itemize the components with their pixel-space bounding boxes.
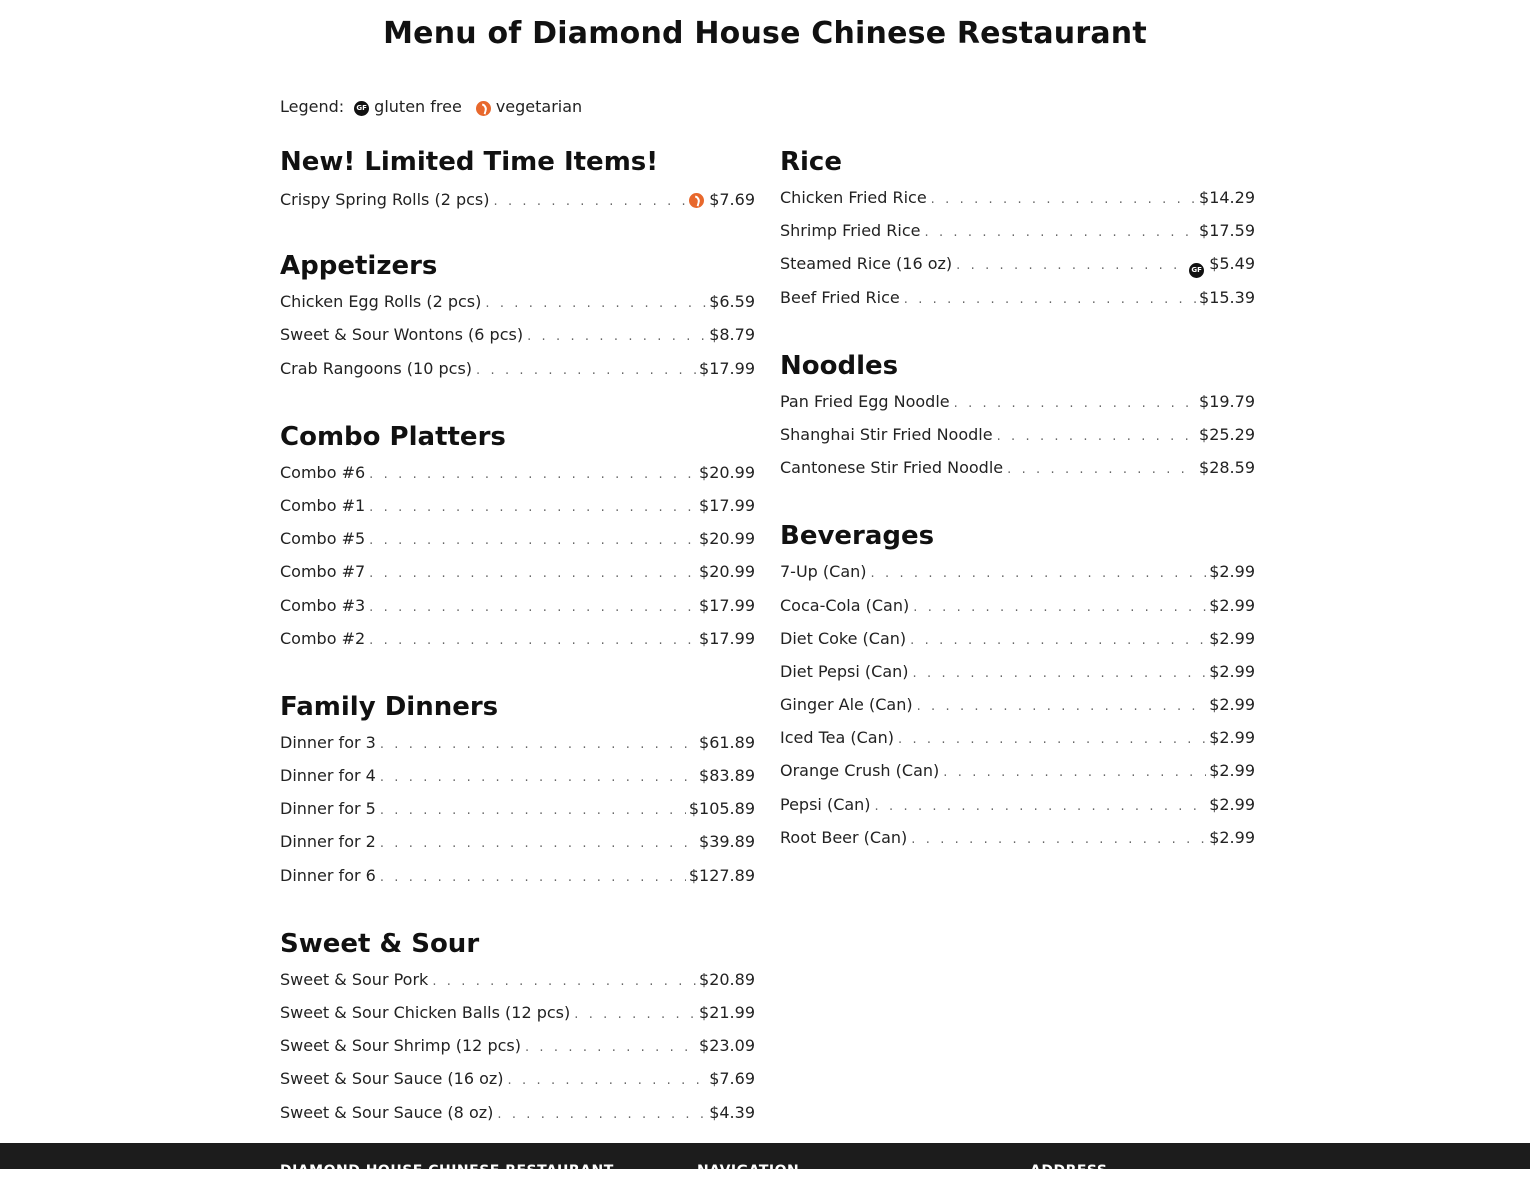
menu-item-name: Crispy Spring Rolls (2 pcs) <box>280 190 490 209</box>
menu-item-name: Shrimp Fried Rice <box>780 221 921 241</box>
dot-leader <box>898 732 1206 748</box>
dot-leader <box>432 974 696 990</box>
dot-leader <box>525 1040 696 1056</box>
menu-item[interactable] <box>280 1038 755 1071</box>
menu-item[interactable] <box>780 794 1255 830</box>
dot-leader <box>369 566 696 582</box>
menu-item-price: $2.99 <box>1209 661 1255 681</box>
dot-leader <box>871 566 1207 582</box>
menu-item[interactable] <box>780 287 1255 323</box>
menu-item-name: Sweet & Sour Shrimp (12 pcs) <box>280 1036 521 1056</box>
menu-item-name: Diet Coke (Can) <box>780 628 907 648</box>
menu-section-appetizers <box>280 247 755 394</box>
section-heading: Family Dinners <box>280 691 499 722</box>
legend-text-vegetarian: vegetarian <box>495 96 583 116</box>
menu-item-name: Steamed Rice (16 oz) <box>780 254 953 274</box>
menu-item-name: Combo #7 <box>280 562 366 582</box>
dot-leader <box>904 292 1196 308</box>
menu-item[interactable] <box>780 697 1255 730</box>
section-heading: Appetizers <box>280 251 438 282</box>
menu-section-family-dinners <box>280 688 755 901</box>
menu-item-price: $25.29 <box>1199 424 1255 444</box>
footer-heading-address: ADDRESS <box>1030 1163 1108 1179</box>
dot-leader <box>917 699 1207 715</box>
dot-leader <box>574 1007 696 1023</box>
dot-leader <box>1007 462 1196 478</box>
menu-item-name: Pepsi (Can) <box>780 794 871 814</box>
footer-heading-restaurant: DIAMOND HOUSE CHINESE RESTAURANT <box>280 1163 614 1179</box>
legend-label: Legend: <box>280 96 345 116</box>
dot-leader <box>380 836 696 852</box>
menu-item[interactable] <box>280 595 755 631</box>
dot-leader <box>369 500 696 516</box>
section-heading: Beverages <box>780 521 935 552</box>
menu-section-beverages <box>780 517 1255 863</box>
menu-item[interactable] <box>280 768 755 801</box>
menu-item-price: $61.89 <box>699 732 755 752</box>
menu-item[interactable] <box>280 1071 755 1104</box>
dot-leader <box>943 765 1206 781</box>
menu-item-name: Sweet & Sour Pork <box>280 969 429 989</box>
dot-leader <box>913 600 1206 616</box>
menu-item-price: $2.99 <box>1209 761 1255 781</box>
menu-item-name: Orange Crush (Can) <box>780 761 940 781</box>
menu-item[interactable] <box>780 223 1255 256</box>
menu-item-price: $83.89 <box>699 766 755 786</box>
menu-item-name: Combo #2 <box>280 628 366 648</box>
menu-item-price: $8.79 <box>709 325 755 345</box>
menu-item-name: Shanghai Stir Fried Noodle <box>780 424 993 444</box>
menu-section-new-limited-time-items <box>280 143 755 223</box>
menu-item[interactable] <box>280 190 755 223</box>
menu-item-name: Ginger Ale (Can) <box>780 695 913 715</box>
menu-section-combo-platters <box>280 418 755 664</box>
dot-leader <box>508 1073 707 1089</box>
gluten-free-icon: GF <box>354 101 369 116</box>
menu-item-price: $20.99 <box>699 462 755 482</box>
menu-item-price: $2.99 <box>1209 695 1255 715</box>
dot-leader <box>497 1107 706 1123</box>
menu-item-price: $17.59 <box>1199 221 1255 241</box>
menu-item-price: $17.99 <box>699 495 755 515</box>
menu-item-price: $2.99 <box>1209 728 1255 748</box>
menu-item[interactable] <box>280 294 755 327</box>
menu-item-price: $6.59 <box>709 292 755 312</box>
menu-item[interactable] <box>280 1102 755 1138</box>
menu-item-name: Root Beer (Can) <box>780 827 908 847</box>
section-heading: Noodles <box>780 350 899 381</box>
menu-item-price: $20.99 <box>699 529 755 549</box>
menu-item-name: Sweet & Sour Sauce (8 oz) <box>280 1102 494 1122</box>
menu-item-price: $20.89 <box>699 969 755 989</box>
dot-leader <box>913 666 1207 682</box>
menu-section-rice <box>780 143 1255 323</box>
menu-item-name: Chicken Egg Rolls (2 pcs) <box>280 292 482 312</box>
menu-item-name: Dinner for 5 <box>280 799 376 819</box>
menu-item-name: Sweet & Sour Chicken Balls (12 pcs) <box>280 1003 571 1022</box>
menu-item[interactable] <box>780 763 1255 796</box>
menu-item-name: Combo #6 <box>280 462 366 482</box>
menu-item[interactable] <box>780 190 1255 223</box>
menu-item[interactable] <box>280 327 755 360</box>
menu-section-sweet-sour <box>280 925 755 1138</box>
dot-leader <box>911 832 1206 848</box>
menu-item-price: $17.99 <box>699 628 755 648</box>
dot-leader <box>369 633 696 649</box>
menu-item-name: 7-Up (Can) <box>780 562 867 582</box>
menu-item-name: Dinner for 6 <box>280 865 376 885</box>
dot-leader <box>956 258 1186 274</box>
menu-item-price: $127.89 <box>688 865 755 885</box>
dot-leader <box>369 600 696 616</box>
menu-item[interactable] <box>780 391 1255 427</box>
menu-item-price: $15.39 <box>1199 287 1255 307</box>
menu-item-name: Diet Pepsi (Can) <box>780 661 909 681</box>
menu-item-name: Coca-Cola (Can) <box>780 595 910 615</box>
vegetarian-icon <box>476 101 491 116</box>
menu-item-name: Dinner for 4 <box>280 766 376 786</box>
dot-leader <box>931 192 1196 208</box>
menu-item[interactable] <box>280 969 755 1005</box>
legend-entry-gluten-free <box>354 97 462 116</box>
menu-item-name: Cantonese Stir Fried Noodle <box>780 458 1004 478</box>
menu-item-price: $14.29 <box>1199 188 1255 207</box>
menu-item-name: Sweet & Sour Sauce (16 oz) <box>280 1069 504 1089</box>
dot-leader <box>875 799 1207 815</box>
menu-item[interactable] <box>280 531 755 564</box>
menu-item-price: $2.99 <box>1209 794 1255 814</box>
menu-item[interactable] <box>780 730 1255 763</box>
menu-item[interactable] <box>280 834 755 867</box>
legend-text-gluten-free: gluten free <box>374 96 462 116</box>
dot-leader <box>910 633 1206 649</box>
menu-item[interactable] <box>780 661 1255 697</box>
menu-item-price: $28.59 <box>1199 458 1255 478</box>
menu-item-price: $19.79 <box>1199 391 1255 411</box>
menu-item[interactable] <box>280 462 755 498</box>
legend-entry-vegetarian <box>476 97 582 116</box>
menu-item[interactable] <box>280 801 755 834</box>
menu-item[interactable] <box>780 827 1255 863</box>
menu-item-price: $5.49 <box>1209 254 1255 274</box>
dot-leader <box>494 194 687 210</box>
menu-item-name: Sweet & Sour Wontons (6 pcs) <box>280 325 524 345</box>
dot-leader <box>476 363 696 379</box>
menu-item-name: Crab Rangoons (10 pcs) <box>280 358 473 378</box>
section-heading: New! Limited Time Items! <box>280 147 659 177</box>
menu-item-name: Combo #5 <box>280 529 366 549</box>
menu-item-price: $20.99 <box>699 562 755 582</box>
menu-item-name: Combo #3 <box>280 595 366 615</box>
menu-item-price: $17.99 <box>699 595 755 615</box>
menu-item-price: $23.09 <box>699 1036 755 1056</box>
menu-item-name: Combo #1 <box>280 495 366 515</box>
gluten-free-icon: GF <box>1189 263 1204 278</box>
dot-leader <box>369 533 696 549</box>
menu-item-price: $21.99 <box>699 1003 755 1022</box>
menu-item-price: $7.69 <box>709 190 755 209</box>
menu-item-price: $2.99 <box>1209 562 1255 582</box>
section-heading: Rice <box>780 147 842 177</box>
dot-leader <box>380 737 696 753</box>
legend <box>280 96 596 116</box>
menu-item-price: $105.89 <box>688 799 755 819</box>
menu-item[interactable] <box>780 256 1255 289</box>
menu-item[interactable] <box>280 628 755 664</box>
menu-item-price: $4.39 <box>709 1102 755 1122</box>
menu-column-right <box>780 143 1255 887</box>
footer-heading-navigation: NAVIGATION <box>697 1163 800 1179</box>
dot-leader <box>954 396 1196 412</box>
dot-leader <box>997 429 1196 445</box>
menu-item[interactable] <box>280 495 755 531</box>
menu-item-price: $2.99 <box>1209 628 1255 648</box>
menu-item[interactable] <box>280 1005 755 1038</box>
vegetarian-icon <box>689 193 704 208</box>
menu-item-price: $2.99 <box>1209 827 1255 847</box>
section-heading: Combo Platters <box>280 421 506 452</box>
menu-item[interactable] <box>280 358 755 394</box>
dot-leader <box>369 467 696 483</box>
menu-item-name: Dinner for 3 <box>280 732 376 752</box>
menu-column-left <box>280 143 755 1162</box>
section-heading: Sweet & Sour <box>280 928 480 959</box>
dot-leader <box>380 770 696 786</box>
dot-leader <box>380 803 686 819</box>
menu-item-name: Chicken Fried Rice <box>780 188 927 207</box>
menu-item[interactable] <box>780 424 1255 460</box>
dot-leader <box>925 225 1197 241</box>
menu-item-name: Iced Tea (Can) <box>780 728 894 748</box>
menu-item-price: $7.69 <box>709 1069 755 1089</box>
menu-item-name: Pan Fried Egg Noodle <box>780 391 950 411</box>
menu-item[interactable] <box>280 564 755 597</box>
menu-item[interactable] <box>280 732 755 768</box>
page-title: Menu of Diamond House Chinese Restaurant <box>383 16 1147 51</box>
menu-item-price: $39.89 <box>699 832 755 852</box>
menu-item-price: $17.99 <box>699 358 755 378</box>
dot-leader <box>527 329 706 345</box>
menu-item[interactable] <box>780 460 1255 493</box>
menu-item[interactable] <box>780 564 1255 597</box>
menu-item-name: Dinner for 2 <box>280 832 376 852</box>
dot-leader <box>380 870 686 886</box>
dot-leader <box>485 296 706 312</box>
menu-item[interactable] <box>780 595 1255 631</box>
menu-section-noodles <box>780 347 1255 494</box>
menu-item[interactable] <box>280 865 755 901</box>
menu-item[interactable] <box>780 628 1255 664</box>
menu-item-price: $2.99 <box>1209 595 1255 615</box>
menu-item-name: Beef Fried Rice <box>780 287 900 307</box>
site-footer <box>0 1143 1530 1179</box>
